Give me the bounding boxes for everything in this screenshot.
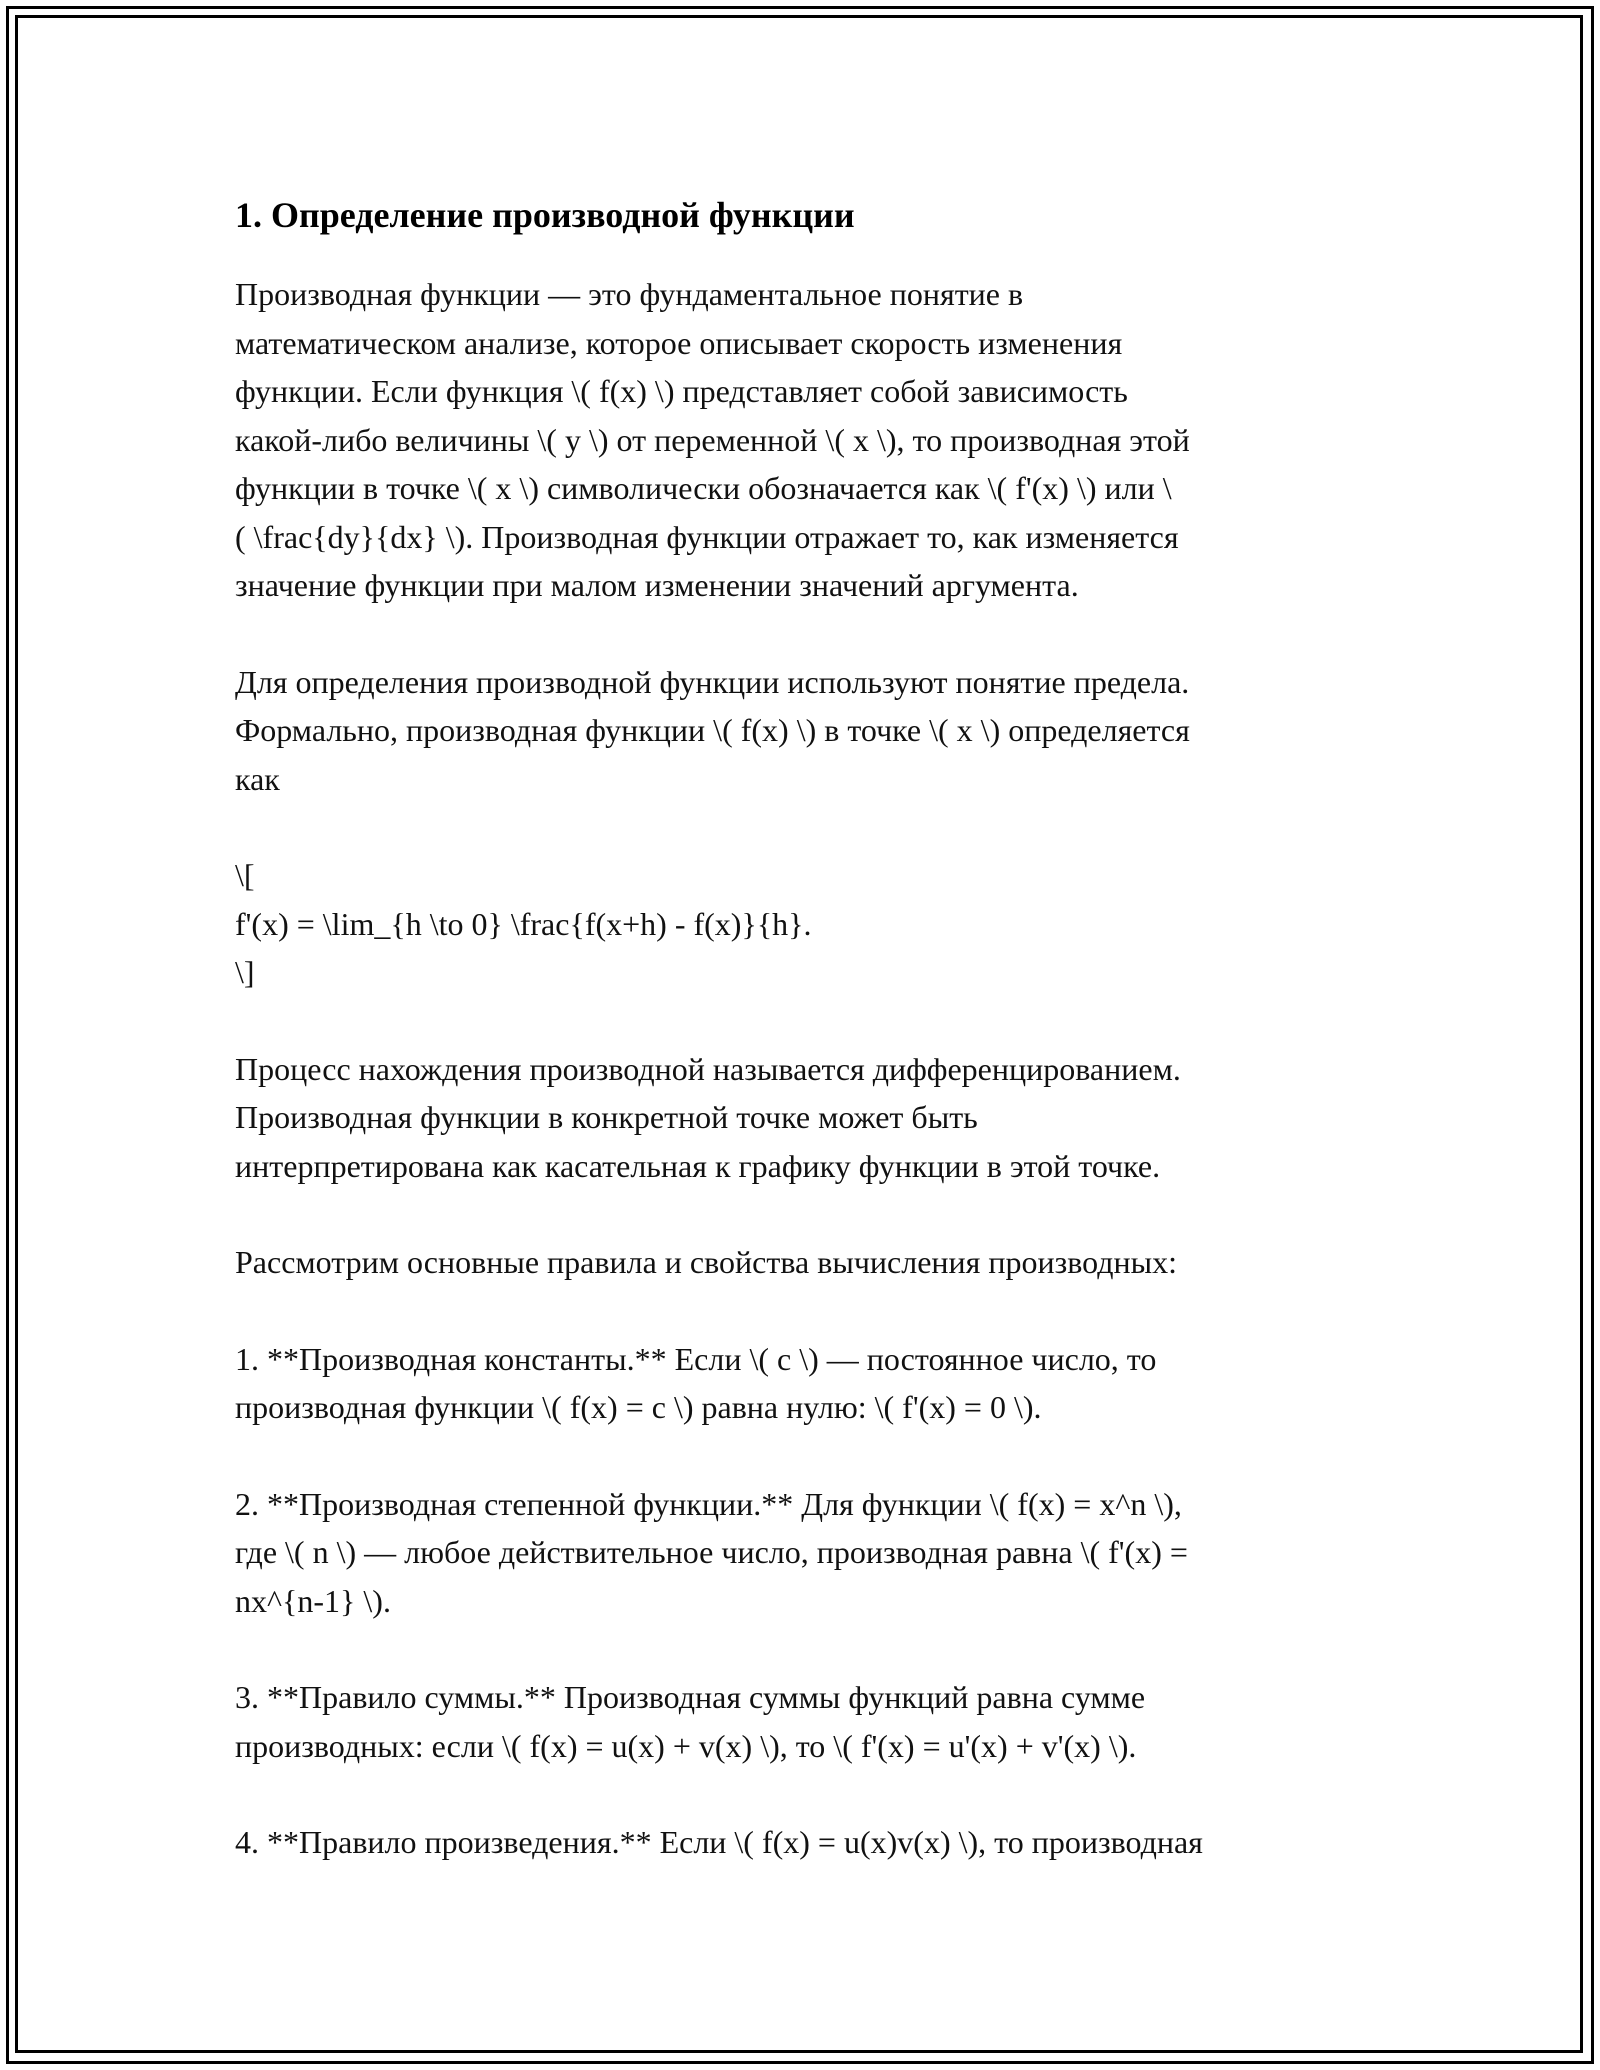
formula-open-delimiter: \[ — [235, 857, 255, 893]
paragraph-rules-intro: Рассмотрим основные правила и свойства вычисления производных: — [235, 1244, 1178, 1280]
rule-item-constant: 1. **Производная константы.** Если \( c \) — постоянное число, то производная функции \( f(x) = c \) равна нулю: \( f'(x) = 0 \). — [235, 1340, 1157, 1425]
paragraph-intro: Производная функции — это фундаментальное понятие в математическом анализе, которое описывает скорость изменения функции. Если функция \( f(x) \) представляет собой зависимость какой-либо величины \( y \) от переменной \( x \), то производная этой функции в точке \( x \) символически обозначается как \( f'(x) \) или \ ( \frac{dy}{dx} \). Производная функции отражает то, как изменяется значение функции при малом изменении значений аргумента. — [235, 276, 1190, 603]
formula-close-delimiter: \] — [235, 954, 255, 990]
paragraph-limit-definition: Для определения производной функции используют понятие предела. Формально, производная функции \( f(x) \) в точке \( x \) определяется как — [235, 663, 1190, 797]
document-body — [235, 188, 1375, 1915]
paragraph-differentiation: Процесс нахождения производной называется дифференцированием. Производная функции в конкретной точке может быть интерпретирована как касательная к графику функции в этой точке. — [235, 1050, 1181, 1184]
rule-item-power: 2. **Производная степенной функции.** Для функции \( f(x) = x^n \), где \( n \) — любое действительное число, производная равна \( f'(x) = nx^{n-1} \). — [235, 1485, 1188, 1619]
rule-item-sum: 3. **Правило суммы.** Производная суммы функций равна сумме производных: если \( f(x) = u(x) + v(x) \), то \( f'(x) = u'(x) + v'(x) \). — [235, 1679, 1146, 1764]
rule-item-product: 4. **Правило произведения.** Если \( f(x) = u(x)v(x) \), то производная — [235, 1824, 1203, 1860]
formula-body: f'(x) = \lim_{h \to 0} \frac{f(x+h) - f(x)}{h}. — [235, 905, 812, 942]
formula-block — [235, 851, 1375, 997]
section-heading: 1. Определение производной функции — [235, 195, 855, 235]
